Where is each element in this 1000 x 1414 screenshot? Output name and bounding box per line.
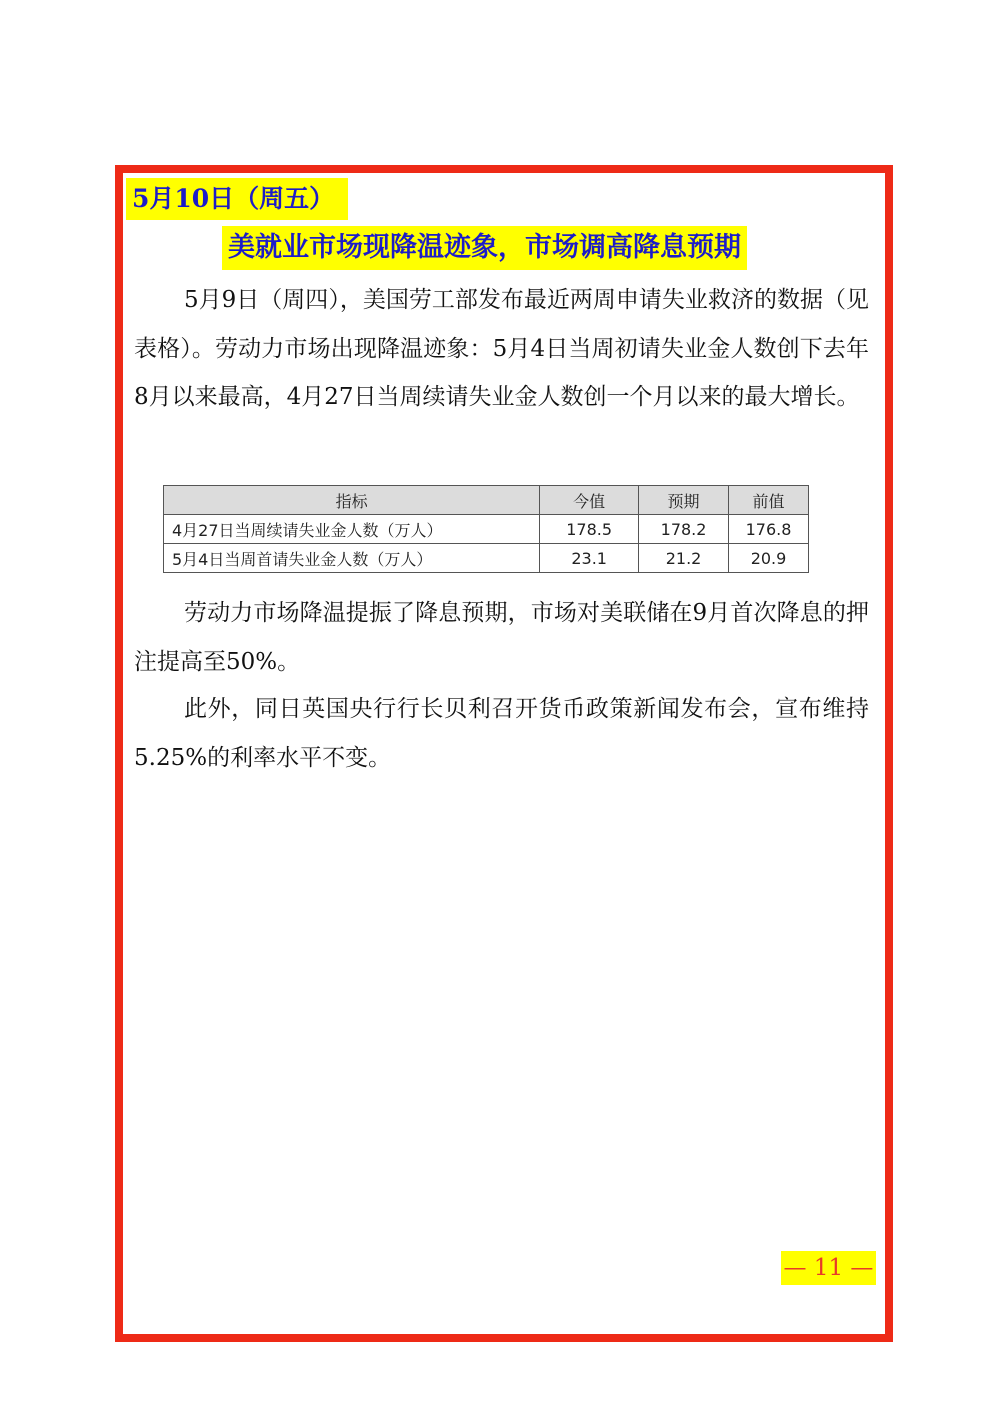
cell-indicator: 4月27日当周续请失业金人数（万人） [164,515,540,544]
header-indicator: 指标 [164,486,540,515]
paragraph-boe: 此外，同日英国央行行长贝利召开货币政策新闻发布会，宣布维持5.25%的利率水平不变。 [134,696,869,771]
headline: 美就业市场现降温迹象，市场调高降息预期 [222,226,747,270]
jobless-claims-table [163,485,809,573]
table-row [164,515,809,544]
cell-previous: 20.9 [729,544,809,573]
date-tag: 5月10日（周五） [126,178,348,220]
cell-actual: 178.5 [540,515,639,544]
paragraph-rate-expectation: 劳动力市场降温提振了降息预期，市场对美联储在9月首次降息的押注提高至50%。 [134,600,869,675]
cell-previous: 176.8 [729,515,809,544]
cell-indicator: 5月4日当周首请失业金人数（万人） [164,544,540,573]
paragraph-intro: 5月9日（周四），美国劳工部发布最近两周申请失业救济的数据（见表格）。劳动力市场出现降温迹象：5月4日当周初请失业金人数创下去年8月以来最高，4月27日当周续请失业金人数创一个月以来的最大增长。 [134,287,869,410]
header-previous: 前值 [729,486,809,515]
cell-actual: 23.1 [540,544,639,573]
page-number: — 11 — [781,1251,876,1285]
header-forecast: 预期 [639,486,729,515]
cell-forecast: 21.2 [639,544,729,573]
header-actual: 今值 [540,486,639,515]
table-header-row [164,486,809,515]
table-row [164,544,809,573]
cell-forecast: 178.2 [639,515,729,544]
